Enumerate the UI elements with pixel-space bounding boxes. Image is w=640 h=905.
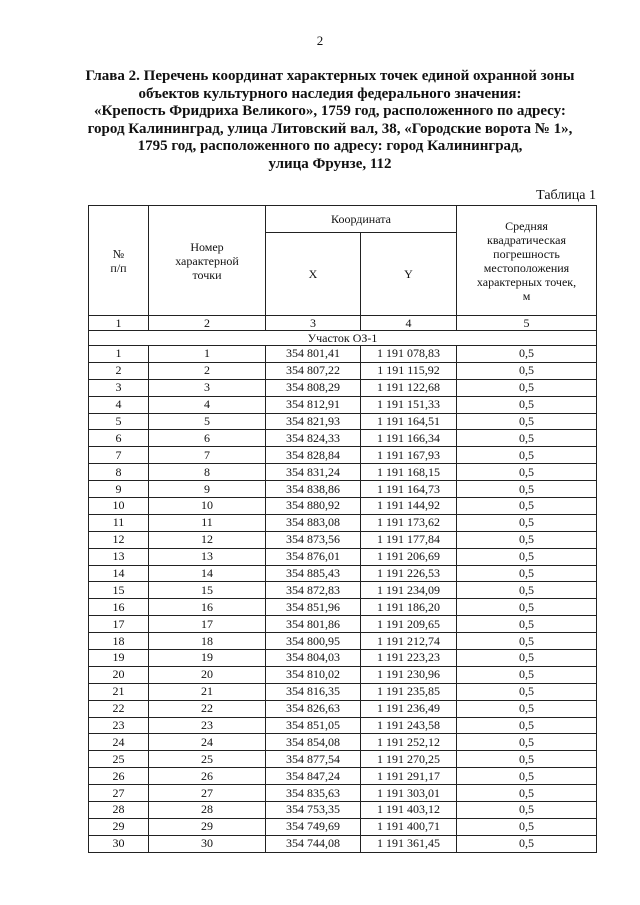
table-row	[89, 548, 597, 565]
cell-point-number: 12	[149, 531, 266, 548]
table-row	[89, 464, 597, 481]
cell-point-number: 29	[149, 818, 266, 835]
column-number: 3	[266, 316, 361, 331]
cell-x: 354 826,63	[266, 700, 361, 717]
cell-error: 0,5	[457, 802, 597, 819]
cell-error: 0,5	[457, 362, 597, 379]
cell-row-number: 21	[89, 683, 149, 700]
cell-error: 0,5	[457, 514, 597, 531]
cell-y: 1 191 151,33	[361, 396, 457, 413]
cell-y: 1 191 235,85	[361, 683, 457, 700]
table-row	[89, 447, 597, 464]
cell-error: 0,5	[457, 430, 597, 447]
table-row	[89, 734, 597, 751]
cell-point-number: 15	[149, 582, 266, 599]
cell-y: 1 191 206,69	[361, 548, 457, 565]
cell-row-number: 23	[89, 717, 149, 734]
page-number: 2	[316, 33, 324, 48]
cell-y: 1 191 270,25	[361, 751, 457, 768]
table-row	[89, 633, 597, 650]
column-number: 5	[457, 316, 597, 331]
cell-x: 354 828,84	[266, 447, 361, 464]
cell-point-number: 5	[149, 413, 266, 430]
cell-y: 1 191 186,20	[361, 599, 457, 616]
cell-y: 1 191 115,92	[361, 362, 457, 379]
table-row	[89, 481, 597, 498]
cell-x: 354 824,33	[266, 430, 361, 447]
cell-point-number: 6	[149, 430, 266, 447]
cell-x: 354 753,35	[266, 802, 361, 819]
table-row	[89, 818, 597, 835]
cell-x: 354 835,63	[266, 785, 361, 802]
cell-error: 0,5	[457, 768, 597, 785]
cell-error: 0,5	[457, 666, 597, 683]
cell-point-number: 20	[149, 666, 266, 683]
cell-y: 1 191 212,74	[361, 633, 457, 650]
cell-y: 1 191 177,84	[361, 531, 457, 548]
cell-x: 354 883,08	[266, 514, 361, 531]
cell-error: 0,5	[457, 785, 597, 802]
column-number-row	[89, 316, 597, 331]
cell-x: 354 880,92	[266, 498, 361, 515]
cell-y: 1 191 122,68	[361, 379, 457, 396]
cell-point-number: 3	[149, 379, 266, 396]
cell-row-number: 2	[89, 362, 149, 379]
cell-point-number: 13	[149, 548, 266, 565]
cell-y: 1 191 252,12	[361, 734, 457, 751]
cell-point-number: 19	[149, 650, 266, 667]
column-number: 4	[361, 316, 457, 331]
cell-x: 354 801,41	[266, 346, 361, 363]
heading-line: 1795 год, расположенного по адресу: город Калининград,	[137, 138, 523, 154]
cell-x: 354 804,03	[266, 650, 361, 667]
cell-error: 0,5	[457, 464, 597, 481]
cell-y: 1 191 168,15	[361, 464, 457, 481]
cell-x: 354 812,91	[266, 396, 361, 413]
header-y: Y	[361, 233, 457, 316]
cell-row-number: 4	[89, 396, 149, 413]
cell-row-number: 22	[89, 700, 149, 717]
cell-row-number: 15	[89, 582, 149, 599]
cell-row-number: 26	[89, 768, 149, 785]
cell-point-number: 24	[149, 734, 266, 751]
cell-point-number: 16	[149, 599, 266, 616]
cell-error: 0,5	[457, 548, 597, 565]
cell-x: 354 807,22	[266, 362, 361, 379]
cell-x: 354 847,24	[266, 768, 361, 785]
cell-point-number: 8	[149, 464, 266, 481]
cell-row-number: 16	[89, 599, 149, 616]
cell-error: 0,5	[457, 346, 597, 363]
cell-point-number: 21	[149, 683, 266, 700]
column-number: 1	[89, 316, 149, 331]
cell-row-number: 18	[89, 633, 149, 650]
cell-x: 354 810,02	[266, 666, 361, 683]
cell-y: 1 191 166,34	[361, 430, 457, 447]
cell-x: 354 808,29	[266, 379, 361, 396]
cell-y: 1 191 234,09	[361, 582, 457, 599]
cell-point-number: 25	[149, 751, 266, 768]
table-row	[89, 531, 597, 548]
cell-point-number: 27	[149, 785, 266, 802]
table-row	[89, 802, 597, 819]
cell-point-number: 11	[149, 514, 266, 531]
cell-x: 354 851,96	[266, 599, 361, 616]
cell-y: 1 191 173,62	[361, 514, 457, 531]
heading-line: объектов культурного наследия федерального значения:	[138, 85, 522, 102]
cell-row-number: 25	[89, 751, 149, 768]
cell-row-number: 9	[89, 481, 149, 498]
cell-error: 0,5	[457, 751, 597, 768]
table-row	[89, 700, 597, 717]
column-number: 2	[149, 316, 266, 331]
cell-row-number: 12	[89, 531, 149, 548]
table-row	[89, 413, 597, 430]
cell-y: 1 191 164,51	[361, 413, 457, 430]
table-row	[89, 565, 597, 582]
cell-row-number: 27	[89, 785, 149, 802]
cell-error: 0,5	[457, 396, 597, 413]
table-row	[89, 362, 597, 379]
cell-point-number: 14	[149, 565, 266, 582]
cell-x: 354 876,01	[266, 548, 361, 565]
cell-y: 1 191 226,53	[361, 565, 457, 582]
cell-error: 0,5	[457, 447, 597, 464]
table-row	[89, 498, 597, 515]
cell-error: 0,5	[457, 582, 597, 599]
heading-line: улица Фрунзе, 112	[268, 155, 392, 172]
cell-point-number: 1	[149, 346, 266, 363]
cell-error: 0,5	[457, 818, 597, 835]
cell-error: 0,5	[457, 481, 597, 498]
cell-x: 354 854,08	[266, 734, 361, 751]
cell-row-number: 7	[89, 447, 149, 464]
cell-y: 1 191 078,83	[361, 346, 457, 363]
chapter-heading	[70, 68, 590, 173]
cell-error: 0,5	[457, 734, 597, 751]
cell-y: 1 191 223,23	[361, 650, 457, 667]
table-row	[89, 835, 597, 852]
cell-row-number: 14	[89, 565, 149, 582]
cell-point-number: 28	[149, 802, 266, 819]
cell-x: 354 872,83	[266, 582, 361, 599]
cell-x: 354 821,93	[266, 413, 361, 430]
table-row	[89, 599, 597, 616]
table-row	[89, 379, 597, 396]
table-row	[89, 616, 597, 633]
section-row	[89, 331, 597, 346]
cell-y: 1 191 243,58	[361, 717, 457, 734]
cell-point-number: 18	[149, 633, 266, 650]
table-row	[89, 582, 597, 599]
cell-y: 1 191 236,49	[361, 700, 457, 717]
cell-point-number: 2	[149, 362, 266, 379]
cell-error: 0,5	[457, 683, 597, 700]
cell-x: 354 800,95	[266, 633, 361, 650]
cell-error: 0,5	[457, 531, 597, 548]
cell-row-number: 17	[89, 616, 149, 633]
table-row	[89, 768, 597, 785]
heading-line: «Крепость Фридриха Великого», 1759 год, расположенного по адресу:	[94, 103, 566, 119]
cell-row-number: 13	[89, 548, 149, 565]
cell-row-number: 6	[89, 430, 149, 447]
table-row	[89, 717, 597, 734]
cell-error: 0,5	[457, 700, 597, 717]
cell-error: 0,5	[457, 633, 597, 650]
cell-error: 0,5	[457, 413, 597, 430]
cell-y: 1 191 164,73	[361, 481, 457, 498]
cell-row-number: 1	[89, 346, 149, 363]
cell-y: 1 191 303,01	[361, 785, 457, 802]
section-label: Участок ОЗ-1	[89, 331, 597, 346]
cell-error: 0,5	[457, 717, 597, 734]
cell-x: 354 885,43	[266, 565, 361, 582]
cell-y: 1 191 209,65	[361, 616, 457, 633]
table-row	[89, 650, 597, 667]
table-row	[89, 785, 597, 802]
cell-x: 354 873,56	[266, 531, 361, 548]
cell-x: 354 749,69	[266, 818, 361, 835]
cell-x: 354 801,86	[266, 616, 361, 633]
cell-x: 354 744,08	[266, 835, 361, 852]
coordinates-table	[88, 205, 597, 853]
table-row	[89, 683, 597, 700]
cell-x: 354 831,24	[266, 464, 361, 481]
cell-y: 1 191 361,45	[361, 835, 457, 852]
table-row	[89, 346, 597, 363]
cell-point-number: 7	[149, 447, 266, 464]
table-caption: Таблица 1	[536, 188, 596, 203]
cell-error: 0,5	[457, 379, 597, 396]
cell-point-number: 17	[149, 616, 266, 633]
cell-point-number: 9	[149, 481, 266, 498]
header-point-number: Номер характерной точки	[149, 206, 266, 316]
cell-row-number: 11	[89, 514, 149, 531]
cell-x: 354 877,54	[266, 751, 361, 768]
cell-row-number: 19	[89, 650, 149, 667]
header-row-number: № п/п	[89, 206, 149, 316]
cell-x: 354 851,05	[266, 717, 361, 734]
cell-y: 1 191 144,92	[361, 498, 457, 515]
cell-y: 1 191 400,71	[361, 818, 457, 835]
cell-point-number: 26	[149, 768, 266, 785]
cell-row-number: 10	[89, 498, 149, 515]
cell-point-number: 22	[149, 700, 266, 717]
table-row	[89, 514, 597, 531]
cell-row-number: 28	[89, 802, 149, 819]
cell-x: 354 816,35	[266, 683, 361, 700]
cell-y: 1 191 167,93	[361, 447, 457, 464]
cell-error: 0,5	[457, 498, 597, 515]
cell-row-number: 20	[89, 666, 149, 683]
cell-y: 1 191 291,17	[361, 768, 457, 785]
cell-x: 354 838,86	[266, 481, 361, 498]
cell-error: 0,5	[457, 835, 597, 852]
cell-error: 0,5	[457, 599, 597, 616]
cell-row-number: 24	[89, 734, 149, 751]
heading-line: Глава 2. Перечень координат характерных точек единой охранной зоны	[85, 68, 575, 84]
cell-row-number: 8	[89, 464, 149, 481]
cell-point-number: 4	[149, 396, 266, 413]
table-row	[89, 666, 597, 683]
table-row	[89, 751, 597, 768]
cell-y: 1 191 403,12	[361, 802, 457, 819]
heading-line: город Калининград, улица Литовский вал, 38, «Городские ворота № 1»,	[87, 120, 573, 137]
cell-error: 0,5	[457, 650, 597, 667]
cell-point-number: 30	[149, 835, 266, 852]
header-coordinate: Координата	[266, 206, 457, 233]
cell-point-number: 10	[149, 498, 266, 515]
cell-row-number: 29	[89, 818, 149, 835]
cell-error: 0,5	[457, 616, 597, 633]
cell-row-number: 3	[89, 379, 149, 396]
cell-row-number: 5	[89, 413, 149, 430]
header-mean-square-error: Средняя квадратическая погрешность местоположения характерных точек, м	[457, 206, 597, 316]
cell-error: 0,5	[457, 565, 597, 582]
header-x: X	[266, 233, 361, 316]
cell-point-number: 23	[149, 717, 266, 734]
table-row	[89, 430, 597, 447]
cell-row-number: 30	[89, 835, 149, 852]
table-row	[89, 396, 597, 413]
table-body	[89, 346, 597, 853]
cell-y: 1 191 230,96	[361, 666, 457, 683]
